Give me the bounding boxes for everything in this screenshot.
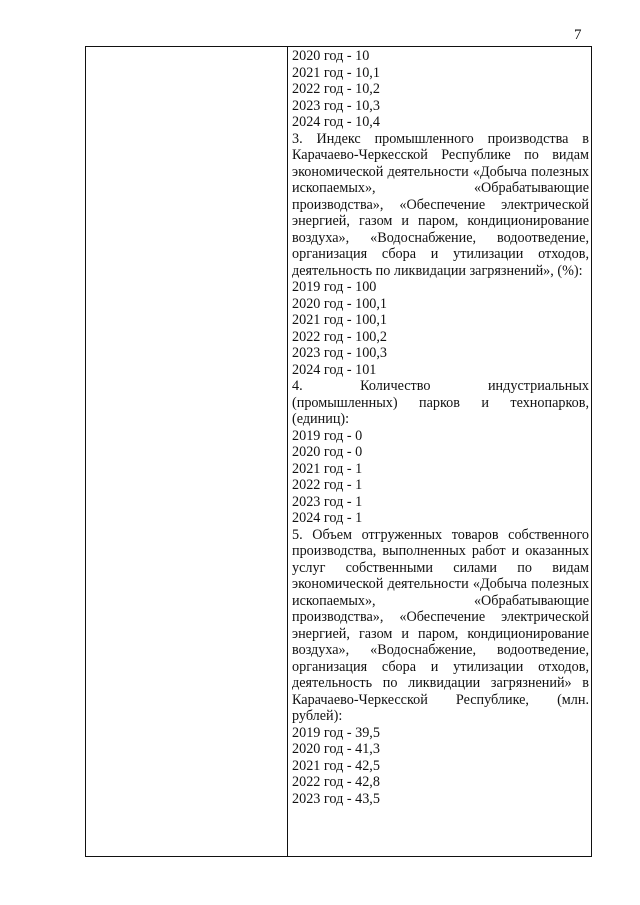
value-line: 2019 год - 100 — [292, 279, 377, 295]
indicator-5-text — [292, 527, 589, 725]
value-line: 2022 год - 10,2 — [292, 81, 380, 97]
value-line: 2023 год - 10,3 — [292, 97, 380, 114]
column-divider — [287, 46, 288, 857]
value-line: 2021 год - 100,1 — [292, 312, 388, 328]
value-line: 2020 год - 10 — [292, 48, 370, 64]
value-line: 2020 год - 41,3 — [292, 741, 380, 757]
value-line: 2020 год - 0 — [292, 444, 363, 460]
indicator-values-5 — [292, 725, 589, 808]
indicator-3-text — [292, 131, 589, 280]
value-line: 2022 год - 42,8 — [292, 774, 380, 790]
value-line: 2024 год - 101 — [292, 361, 377, 378]
value-line: 2021 год - 42,5 — [292, 757, 380, 774]
value-line: 2023 год - 43,5 — [292, 790, 380, 807]
value-line: 2022 год - 100,2 — [292, 328, 388, 345]
indicator-4-text — [292, 378, 589, 428]
value-line: 2023 год - 1 — [292, 493, 363, 510]
value-line: 2023 год - 100,3 — [292, 345, 388, 361]
indicator-4-paragraph: 4. Количество индустриальных (промышленных) парков и технопарков, (единиц): — [292, 378, 589, 427]
indicator-5-paragraph: 5. Объем отгруженных товаров собственного производства, выполненных работ и оказанных услуг собственными силами по видам экономической деятельности «Добыча полезных ископаемых», «Обрабатывающие производства», «Обеспечение электрической энергией, газом и паром, кондиционирование воздуха», «Водоснабжение, водоотведение, организация сбора и утилизации отходов, деятельность по ликвидации загрязнений» в Карачаево-Черкесской Республике, (млн. рублей): — [292, 526, 589, 724]
value-line: 2022 год - 1 — [292, 477, 363, 493]
indicator-values-4 — [292, 428, 589, 527]
value-line: 2024 год - 1 — [292, 510, 363, 526]
value-line: 2019 год - 39,5 — [292, 724, 380, 741]
right-column-content — [292, 48, 589, 807]
value-line: 2019 год - 0 — [292, 427, 363, 444]
indicator-values-3 — [292, 279, 589, 378]
value-line: 2020 год - 100,1 — [292, 295, 388, 312]
value-line: 2024 год - 10,4 — [292, 114, 380, 130]
indicator-values-2 — [292, 48, 589, 131]
page-number: 7 — [574, 27, 582, 43]
indicator-3-paragraph: 3. Индекс промышленного производства в Карачаево-Черкесской Республике по видам экономической деятельности «Добыча полезных ископаемых», «Обрабатывающие производства», «Обеспечение электрической энергией, газом и паром, кондиционирование воздуха», «Водоснабжение, водоотведение, организация сбора и утилизации отходов, деятельность по ликвидации загрязнений», (%): — [292, 130, 589, 279]
value-line: 2021 год - 1 — [292, 460, 363, 477]
value-line: 2021 год - 10,1 — [292, 64, 380, 81]
